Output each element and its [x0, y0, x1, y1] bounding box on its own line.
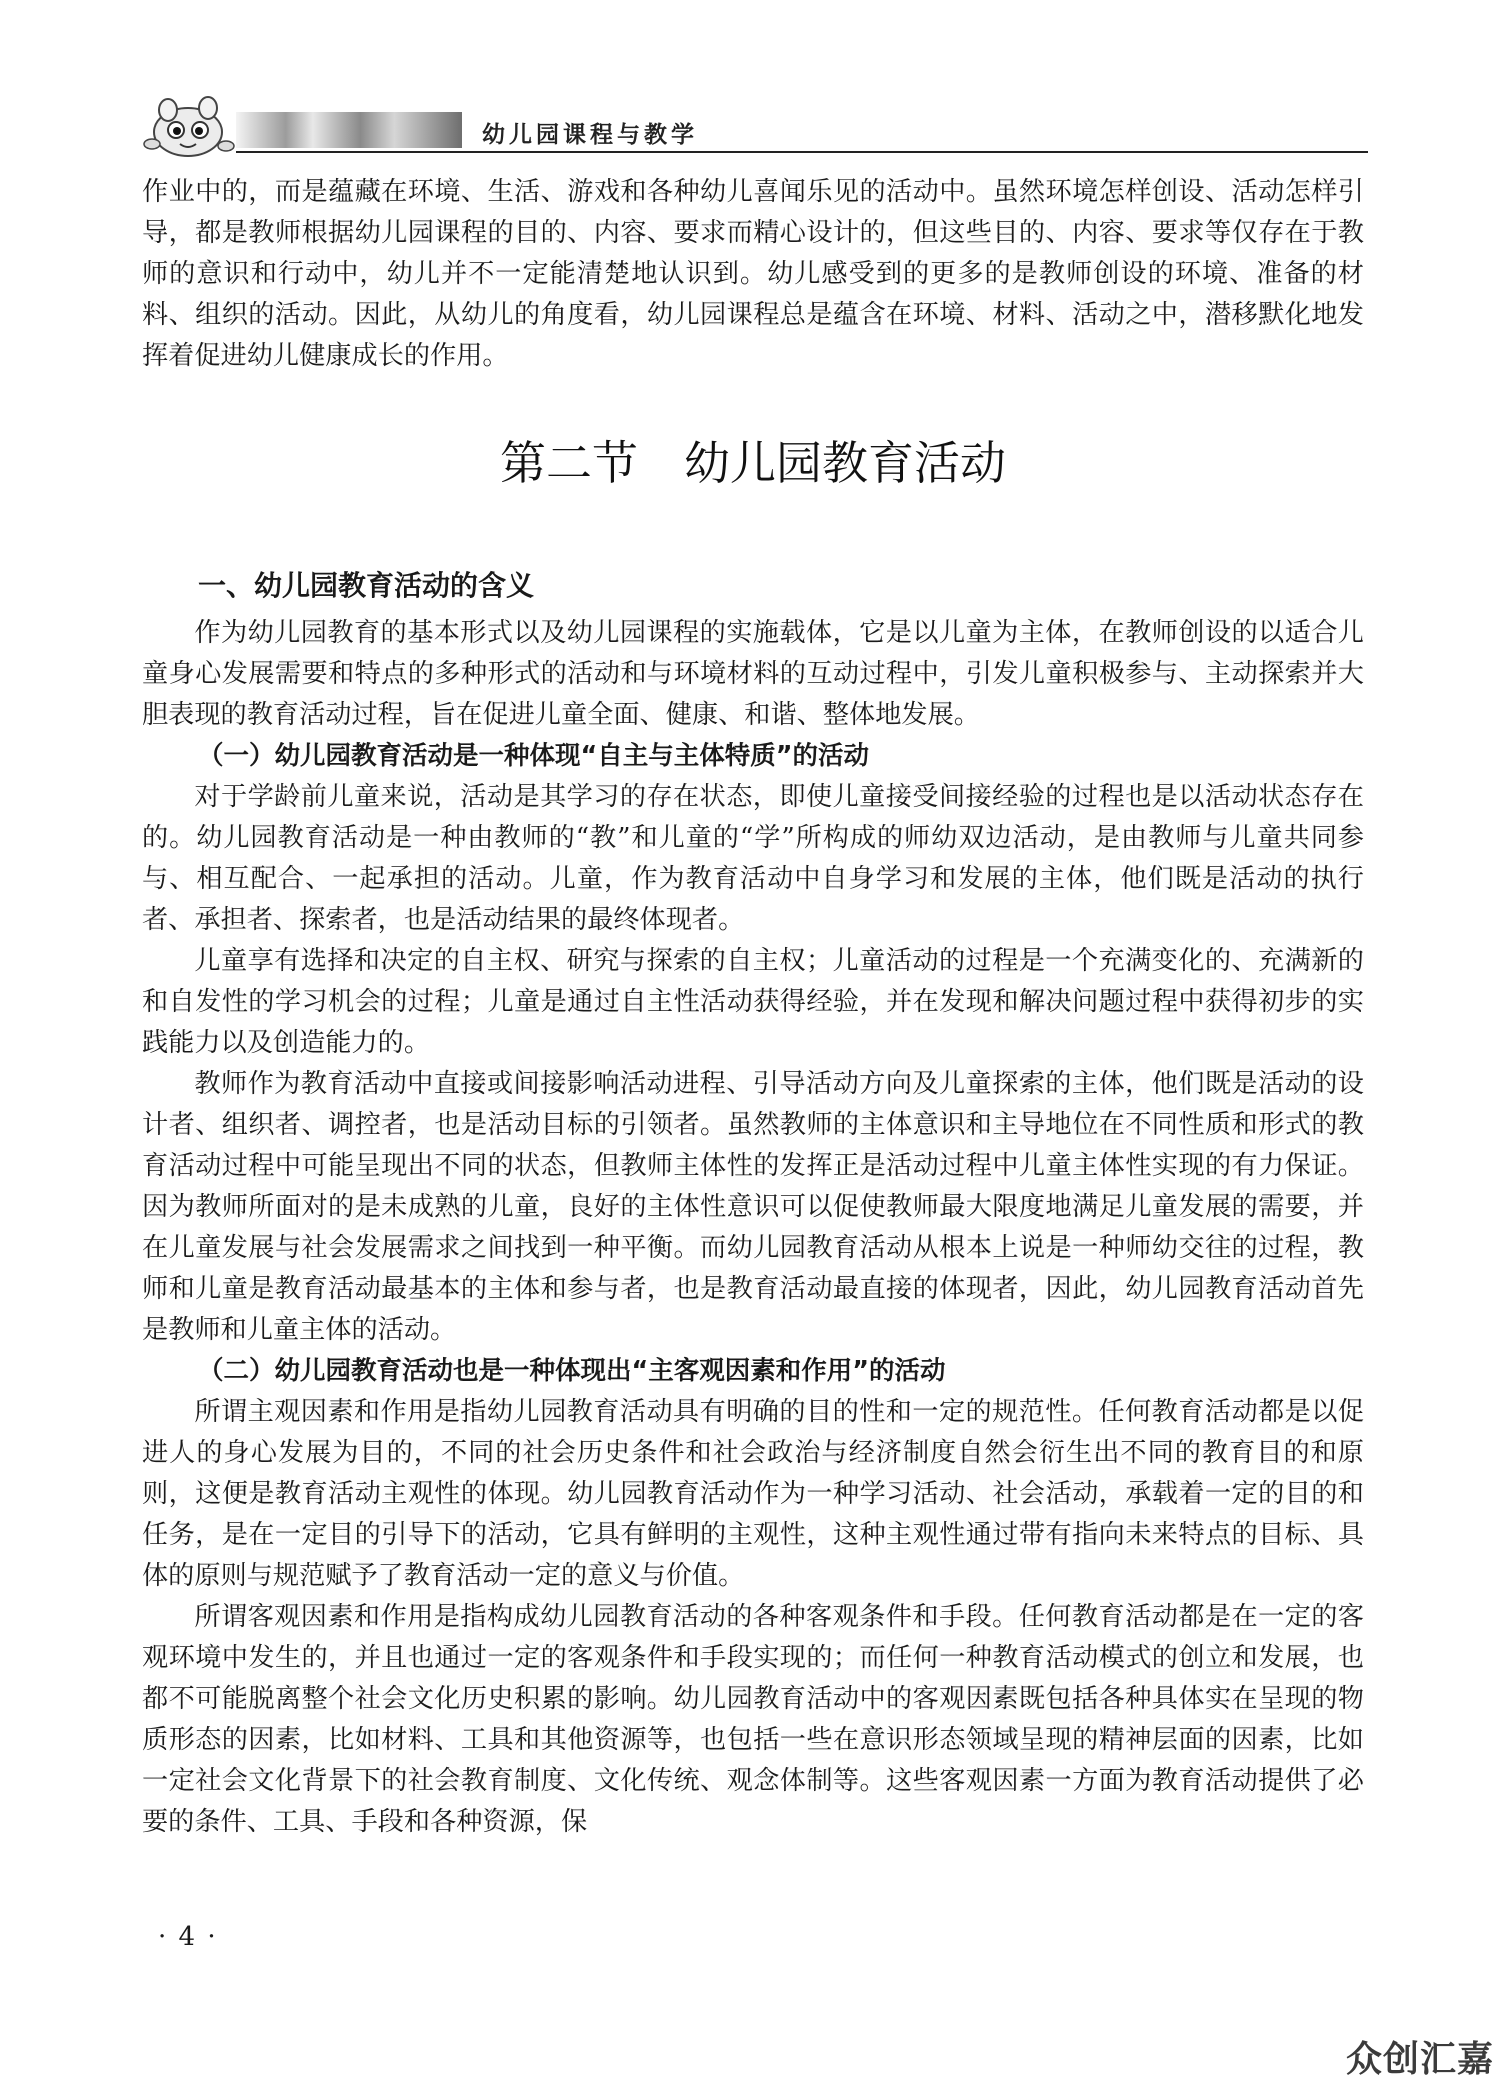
- header-gradient-bar: [236, 112, 462, 148]
- running-header: [138, 96, 1368, 158]
- page-number: · 4 ·: [158, 1922, 218, 1952]
- point-two-heading: （二）幼儿园教育活动也是一种体现出“主客观因素和作用”的活动: [198, 1356, 946, 1386]
- point-one-heading: （一）幼儿园教育活动是一种体现“自主与主体特质”的活动: [198, 741, 870, 771]
- series-title: 幼儿园课程与教学: [482, 122, 698, 148]
- body-paragraph: 所谓客观因素和作用是指构成幼儿园教育活动的各种客观条件和手段。任何教育活动都是在一定的客观环境中发生的，并且也通过一定的客观条件和手段实现的；而任何一种教育活动模式的创立和发展，也都不可能脱离整个社会文化历史积累的影响。幼儿园教育活动中的客观因素既包括各种具体实在呈现的物质形态的因素，比如材料、工具和其他资源等，也包括一些在意识形态领域呈现的精神层面的因素，比如一定社会文化背景下的社会教育制度、文化传统、观念体制等。这些客观因素一方面为教育活动提供了必要的条件、工具、手段和各种资源，保: [142, 1602, 1364, 1837]
- page-body: [142, 172, 1364, 1843]
- body-paragraph: 儿童享有选择和决定的自主权、研究与探索的自主权；儿童活动的过程是一个充满变化的、充满新的和自发性的学习机会的过程；儿童是通过自主性活动获得经验，并在发现和解决问题过程中获得初步的实践能力以及创造能力的。: [142, 946, 1364, 1058]
- header-rule: [236, 151, 1368, 153]
- section-title: 第二节 幼儿园教育活动: [500, 436, 1006, 490]
- watermark: 众创汇嘉: [1345, 2039, 1494, 2080]
- mascot-icon: [138, 96, 248, 158]
- body-paragraph: 教师作为教育活动中直接或间接影响活动进程、引导活动方向及儿童探索的主体，他们既是活动的设计者、组织者、调控者，也是活动目标的引领者。虽然教师的主体意识和主导地位在不同性质和形式的教育活动过程中可能呈现出不同的状态，但教师主体性的发挥正是活动过程中儿童主体性实现的有力保证。因为教师所面对的是未成熟的儿童，良好的主体性意识可以促使教师最大限度地满足儿童发展的需要，并在儿童发展与社会发展需求之间找到一种平衡。而幼儿园教育活动从根本上说是一种师幼交往的过程，教师和儿童是教育活动最基本的主体和参与者，也是教育活动最直接的体现者，因此，幼儿园教育活动首先是教师和儿童主体的活动。: [142, 1069, 1364, 1345]
- intro-paragraph: 作业中的，而是蕴藏在环境、生活、游戏和各种幼儿喜闻乐见的活动中。虽然环境怎样创设、活动怎样引导，都是教师根据幼儿园课程的目的、内容、要求而精心设计的，但这些目的、内容、要求等仅存在于教师的意识和行动中，幼儿并不一定能清楚地认识到。幼儿感受到的更多的是教师创设的环境、准备的材料、组织的活动。因此，从幼儿的角度看，幼儿园课程总是蕴含在环境、材料、活动之中，潜移默化地发挥着促进幼儿健康成长的作用。: [142, 177, 1364, 371]
- body-paragraph: 所谓主观因素和作用是指幼儿园教育活动具有明确的目的性和一定的规范性。任何教育活动都是以促进人的身心发展为目的，不同的社会历史条件和社会政治与经济制度自然会衍生出不同的教育目的和原则，这便是教育活动主观性的体现。幼儿园教育活动作为一种学习活动、社会活动，承载着一定的目的和任务，是在一定目的引导下的活动，它具有鲜明的主观性，这种主观性通过带有指向未来特点的目标、具体的原则与规范赋予了教育活动一定的意义与价值。: [142, 1397, 1364, 1591]
- definition-paragraph: 作为幼儿园教育的基本形式以及幼儿园课程的实施载体，它是以儿童为主体，在教师创设的以适合儿童身心发展需要和特点的多种形式的活动和与环境材料的互动过程中，引发儿童积极参与、主动探索并大胆表现的教育活动过程，旨在促进儿童全面、健康、和谐、整体地发展。: [142, 618, 1364, 730]
- body-paragraph: 对于学龄前儿童来说，活动是其学习的存在状态，即使儿童接受间接经验的过程也是以活动状态存在的。幼儿园教育活动是一种由教师的“教”和儿童的“学”所构成的师幼双边活动，是由教师与儿童共同参与、相互配合、一起承担的活动。儿童，作为教育活动中自身学习和发展的主体，他们既是活动的执行者、承担者、探索者，也是活动结果的最终体现者。: [142, 782, 1364, 935]
- subsection-title: 一、幼儿园教育活动的含义: [198, 569, 535, 602]
